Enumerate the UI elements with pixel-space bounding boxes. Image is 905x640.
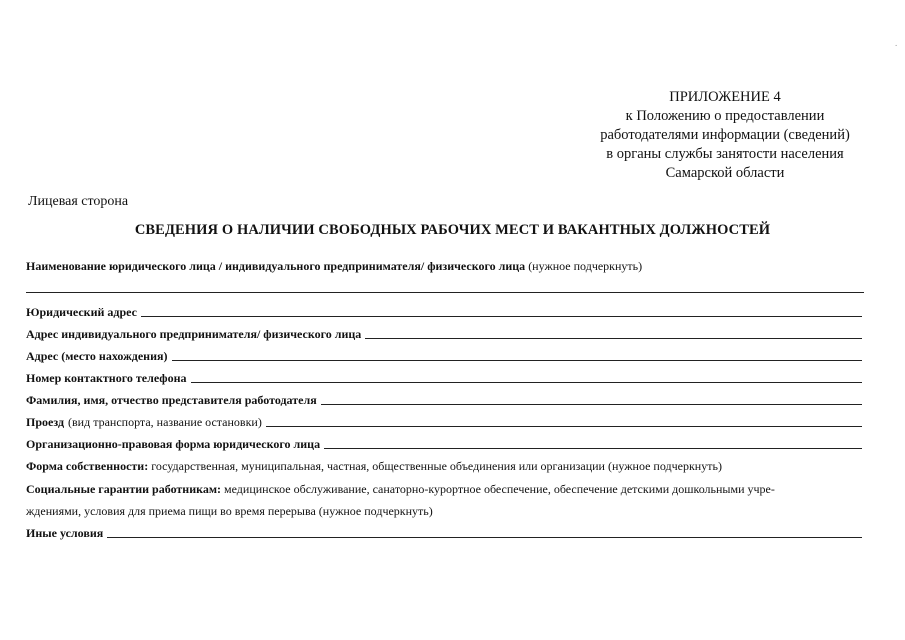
ownership-row bbox=[26, 459, 862, 474]
phone-input-line[interactable] bbox=[191, 381, 862, 383]
location-row bbox=[26, 349, 862, 364]
appendix-block bbox=[560, 88, 890, 183]
location-input-line[interactable] bbox=[172, 359, 863, 361]
legal-form-row bbox=[26, 437, 862, 452]
other-conditions-input-line[interactable] bbox=[107, 536, 862, 538]
ip-address-label: Адрес индивидуального предпринимателя/ физического лица bbox=[26, 327, 362, 341]
side-label: Лицевая сторона bbox=[28, 194, 129, 209]
legal-form-label: Организационно-правовая форма юридического лица bbox=[26, 437, 321, 451]
org-name-row bbox=[26, 259, 866, 274]
appendix-number: ПРИЛОЖЕНИЕ 4 bbox=[669, 89, 781, 105]
other-conditions-label: Иные условия bbox=[26, 526, 104, 540]
other-conditions-row bbox=[26, 526, 862, 541]
appendix-line-4: в органы службы занятости населения bbox=[606, 146, 844, 162]
org-name-note: (нужное подчеркнуть) bbox=[528, 259, 643, 273]
appendix-line-5: Самарской области bbox=[665, 165, 785, 181]
legal-address-label: Юридический адрес bbox=[26, 305, 137, 319]
legal-address-row bbox=[26, 305, 862, 320]
legal-form-input-line[interactable] bbox=[324, 447, 862, 449]
ownership-options[interactable]: государственная, муниципальная, частная, общественные объединения или организации (нужное подчеркнуть) bbox=[151, 459, 722, 473]
social-row bbox=[26, 482, 862, 497]
transport-note: (вид транспорта, название остановки) bbox=[68, 415, 262, 429]
representative-label: Фамилия, имя, отчество представителя работодателя bbox=[26, 393, 317, 407]
appendix-line-3: работодателями информации (сведений) bbox=[600, 127, 850, 143]
appendix-line-2: к Положению о предоставлении bbox=[625, 108, 825, 124]
phone-label: Номер контактного телефона bbox=[26, 371, 187, 385]
transport-label: Проезд bbox=[26, 415, 65, 429]
org-name-label: Наименование юридического лица / индивидуального предпринимателя/ физического лица bbox=[26, 259, 526, 273]
transport-row bbox=[26, 415, 862, 430]
social-label: Социальные гарантии работникам: bbox=[26, 482, 222, 496]
representative-row bbox=[26, 393, 862, 408]
social-row-continued bbox=[26, 504, 862, 519]
document-title: СВЕДЕНИЯ О НАЛИЧИИ СВОБОДНЫХ РАБОЧИХ МЕСТ И ВАКАНТНЫХ ДОЛЖНОСТЕЙ bbox=[134, 222, 771, 238]
phone-row bbox=[26, 371, 862, 386]
representative-input-line[interactable] bbox=[321, 403, 862, 405]
social-options-line-2[interactable]: ждениями, условия для приема пищи во время перерыва (нужное подчеркнуть) bbox=[26, 504, 433, 518]
social-options-line-1[interactable]: медицинское обслуживание, санаторно-курортное обеспечение, обеспечение детскими дошкольными учре- bbox=[224, 482, 775, 496]
ip-address-row bbox=[26, 327, 862, 342]
org-name-input-line[interactable] bbox=[26, 292, 864, 293]
legal-address-input-line[interactable] bbox=[141, 315, 862, 317]
ownership-label: Форма собственности: bbox=[26, 459, 149, 473]
transport-input-line[interactable] bbox=[266, 425, 862, 427]
corner-mark: . bbox=[895, 38, 898, 48]
ip-address-input-line[interactable] bbox=[365, 337, 862, 339]
location-label: Адрес (место нахождения) bbox=[26, 349, 168, 363]
